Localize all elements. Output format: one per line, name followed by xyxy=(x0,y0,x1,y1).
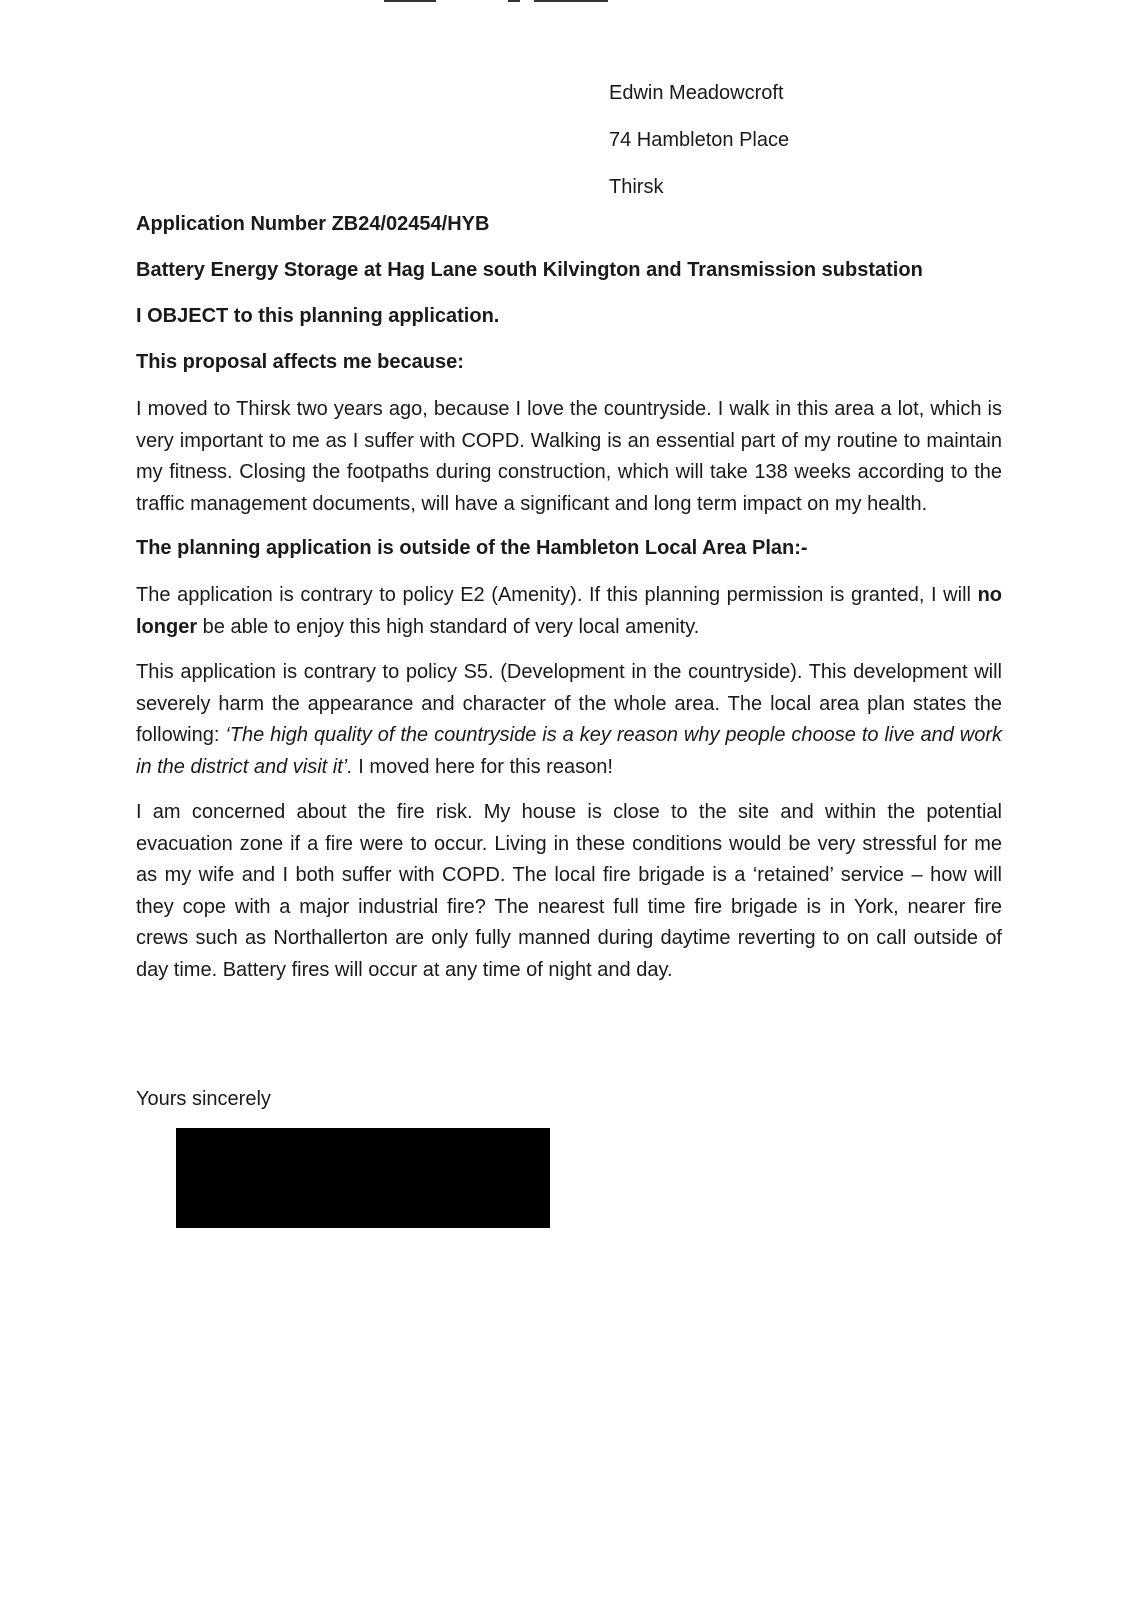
sender-town: Thirsk xyxy=(609,176,664,198)
local-plan-heading: The planning application is outside of the Hambleton Local Area Plan:- xyxy=(136,537,808,559)
countryside-paragraph xyxy=(136,657,1002,783)
closing-salutation: Yours sincerely xyxy=(136,1088,271,1110)
application-number: Application Number ZB24/02454/HYB xyxy=(136,213,490,235)
top-mark-left xyxy=(384,0,436,2)
affects-heading: This proposal affects me because: xyxy=(136,351,464,373)
personal-impact-paragraph: I moved to Thirsk two years ago, because I love the countryside. I walk in this area a lot, which is very important to me as I suffer with COPD. Walking is an essential part of my routine to maintain my fitness. Closing the footpaths during construction, which will take 138 weeks according to the traffic management documents, will have a significant and long term impact on my health. xyxy=(136,398,1002,515)
objection-statement: I OBJECT to this planning application. xyxy=(136,305,500,327)
amenity-text-2: be able to enjoy this high standard of very local amenity. xyxy=(197,615,700,638)
countryside-quote: ‘The high quality of the countryside is a key reason why people choose to live and work in the district and visit it’. xyxy=(136,724,1002,778)
sender-name: Edwin Meadowcroft xyxy=(609,82,784,104)
redacted-signature-block xyxy=(176,1128,550,1228)
amenity-paragraph xyxy=(136,580,1002,643)
countryside-text-1: This application is contrary to policy S5. (Development in the countryside). This development will severely harm the appearance and character of the whole area. The local area plan states the following: xyxy=(136,661,1002,746)
countryside-text-2: I moved here for this reason! xyxy=(352,755,613,778)
amenity-text-1: The application is contrary to policy E2 (Amenity). If this planning permission is granted, I will xyxy=(136,584,978,606)
subject-line: Battery Energy Storage at Hag Lane south Kilvington and Transmission substation xyxy=(136,259,923,281)
amenity-emphasis: no longer xyxy=(136,584,1002,638)
fire-risk-paragraph: I am concerned about the fire risk. My house is close to the site and within the potential evacuation zone if a fire were to occur. Living in these conditions would be very stressful for me as my wife and I both suffer with COPD. The local fire brigade is a ‘retained’ service – how will they cope with a major industrial fire? The nearest full time fire brigade is in York, nearer fire crews such as Northallerton are only fully manned during daytime reverting to on call outside of day time. Battery fires will occur at any time of night and day. xyxy=(136,801,1002,981)
letter-body xyxy=(136,210,1002,1000)
top-edge-marks xyxy=(384,0,624,3)
top-mark-middle xyxy=(508,0,520,2)
top-mark-right xyxy=(534,0,608,2)
sender-address xyxy=(609,70,789,211)
sender-street: 74 Hambleton Place xyxy=(609,129,790,151)
